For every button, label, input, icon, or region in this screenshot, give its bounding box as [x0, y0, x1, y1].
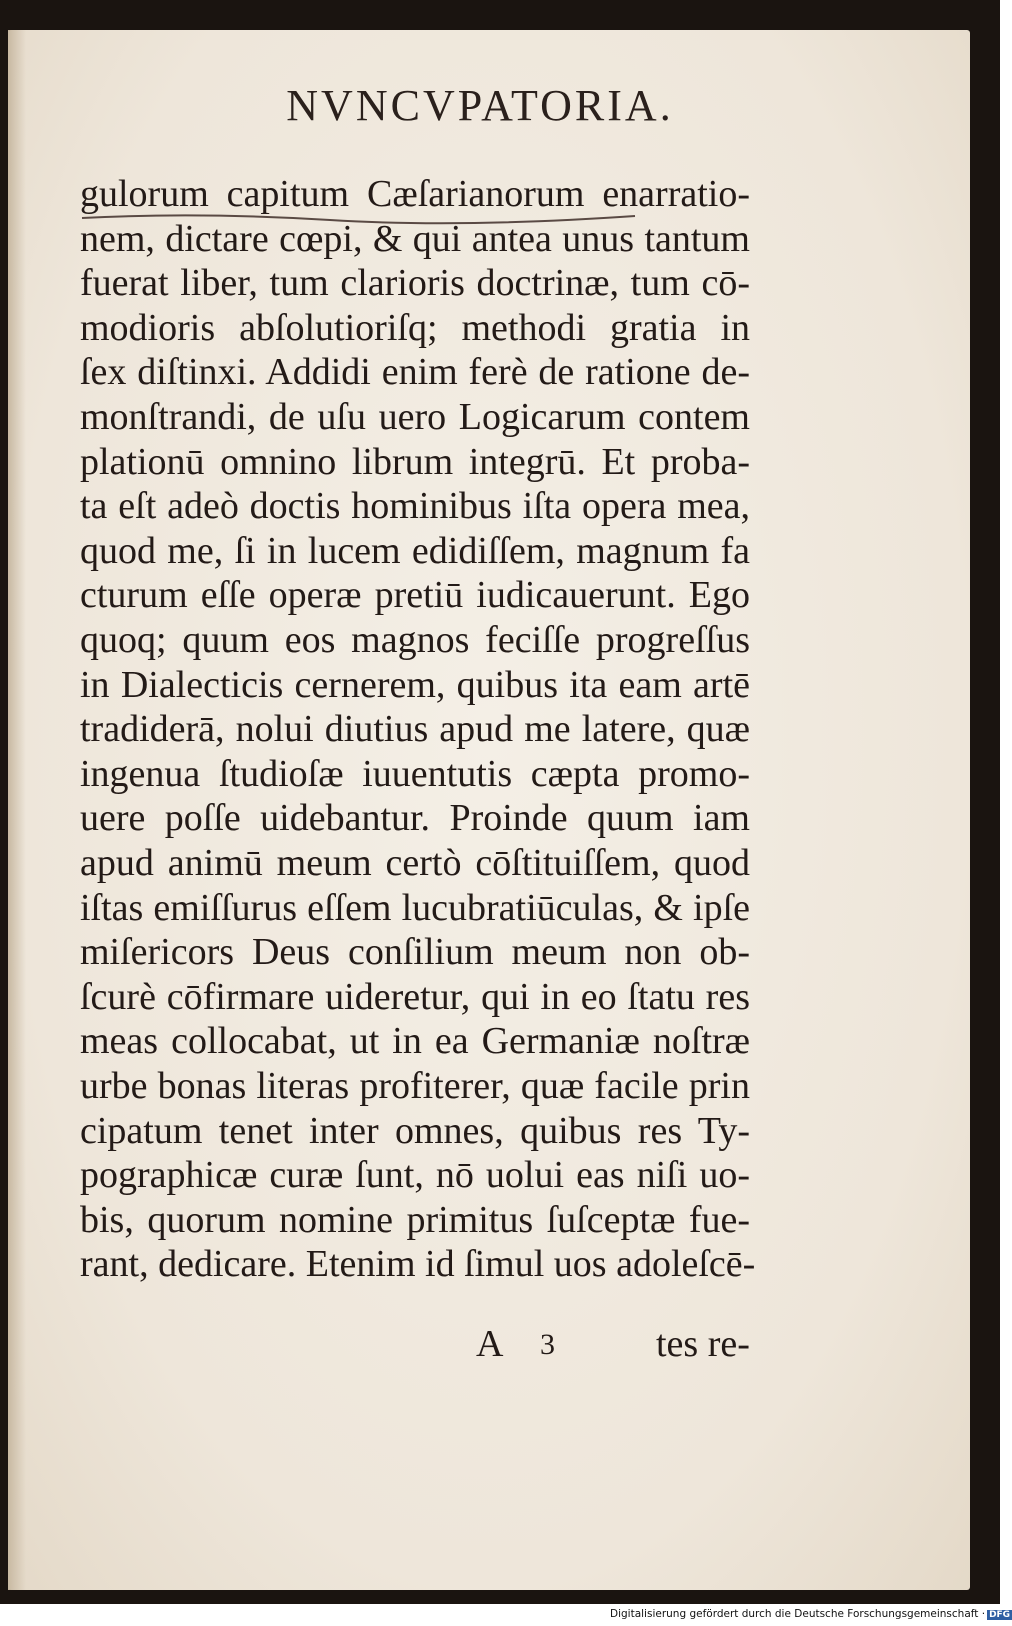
- text-line: meas collocabat, ut in ea Germaniæ noſtræ: [80, 1020, 750, 1063]
- text-line: ſex diſtinxi. Addidi enim ferè de ratione de-: [80, 351, 750, 394]
- text-line: modioris abſolutioriſq; methodi gratia in: [80, 306, 750, 349]
- text-line: iſtas emiſſurus eſſem lucubratiūculas, & ipſe: [80, 886, 750, 929]
- text-line: in Dialecticis cernerem, quibus ita eam artē: [80, 663, 750, 706]
- page-gutter-shadow: [8, 30, 26, 1590]
- text-line: rant, dedicare. Etenim id ſimul uos adoleſcē-: [80, 1243, 756, 1286]
- catchword: tes re-: [656, 1323, 750, 1365]
- text-line: ingenua ſtudioſæ iuuentutis cæpta promo-: [80, 752, 750, 795]
- text-line: pographicæ curæ ſunt, nō uolui eas niſi uo-: [80, 1154, 750, 1197]
- text-line: ſcurè cōfirmare uideretur, qui in eo ſtatu res: [80, 975, 750, 1018]
- text-line: cturum eſſe operæ pretiū iudicauerunt. Ego: [80, 574, 750, 617]
- text-line: bis, quorum nomine primitus ſuſceptæ fue-: [80, 1198, 750, 1241]
- text-line: nem, dictare cœpi, & qui antea unus tantum: [80, 217, 750, 260]
- text-line: apud animū meum certò cōſtituiſſem, quod: [80, 842, 750, 884]
- text-line: quoq; quum eos magnos feciſſe progreſſus: [80, 619, 750, 661]
- text-line: miſericors Deus conſilium meum non ob-: [80, 931, 750, 974]
- text-line: tradiderā, nolui diutius apud me latere, quæ: [80, 708, 750, 751]
- text-line: monſtrandi, de uſu uero Logicarum contem: [80, 396, 750, 438]
- text-line: ta eſt adeò doctis hominibus iſta opera mea,: [80, 485, 750, 528]
- text-line: quod me, ſi in lucem edidiſſem, magnum fa: [80, 529, 750, 572]
- credit-text: Digitalisierung gefördert durch die Deutsche Forschungsgemeinschaft ·: [610, 1608, 986, 1620]
- digitization-credit: [610, 1608, 1011, 1624]
- text-line: plationū omnino librum integrū. Et proba-: [80, 440, 750, 483]
- text-line: fuerat liber, tum clarioris doctrinæ, tum cō-: [80, 262, 750, 305]
- signature-number: 3: [540, 1328, 555, 1361]
- running-head: NVNCVPATORIA.: [286, 81, 674, 130]
- text-line: cipatum tenet inter omnes, quibus res Ty-: [80, 1109, 750, 1152]
- text-line: gulorum capitum Cæſarianorum enarratio-: [80, 173, 750, 215]
- signature-mark: A: [476, 1323, 504, 1365]
- dfg-logo: DFG: [989, 1610, 1011, 1620]
- text-line: uere poſſe uidebantur. Proinde quum iam: [80, 797, 750, 840]
- text-line: urbe bonas literas profiterer, quæ facile prin: [80, 1065, 750, 1107]
